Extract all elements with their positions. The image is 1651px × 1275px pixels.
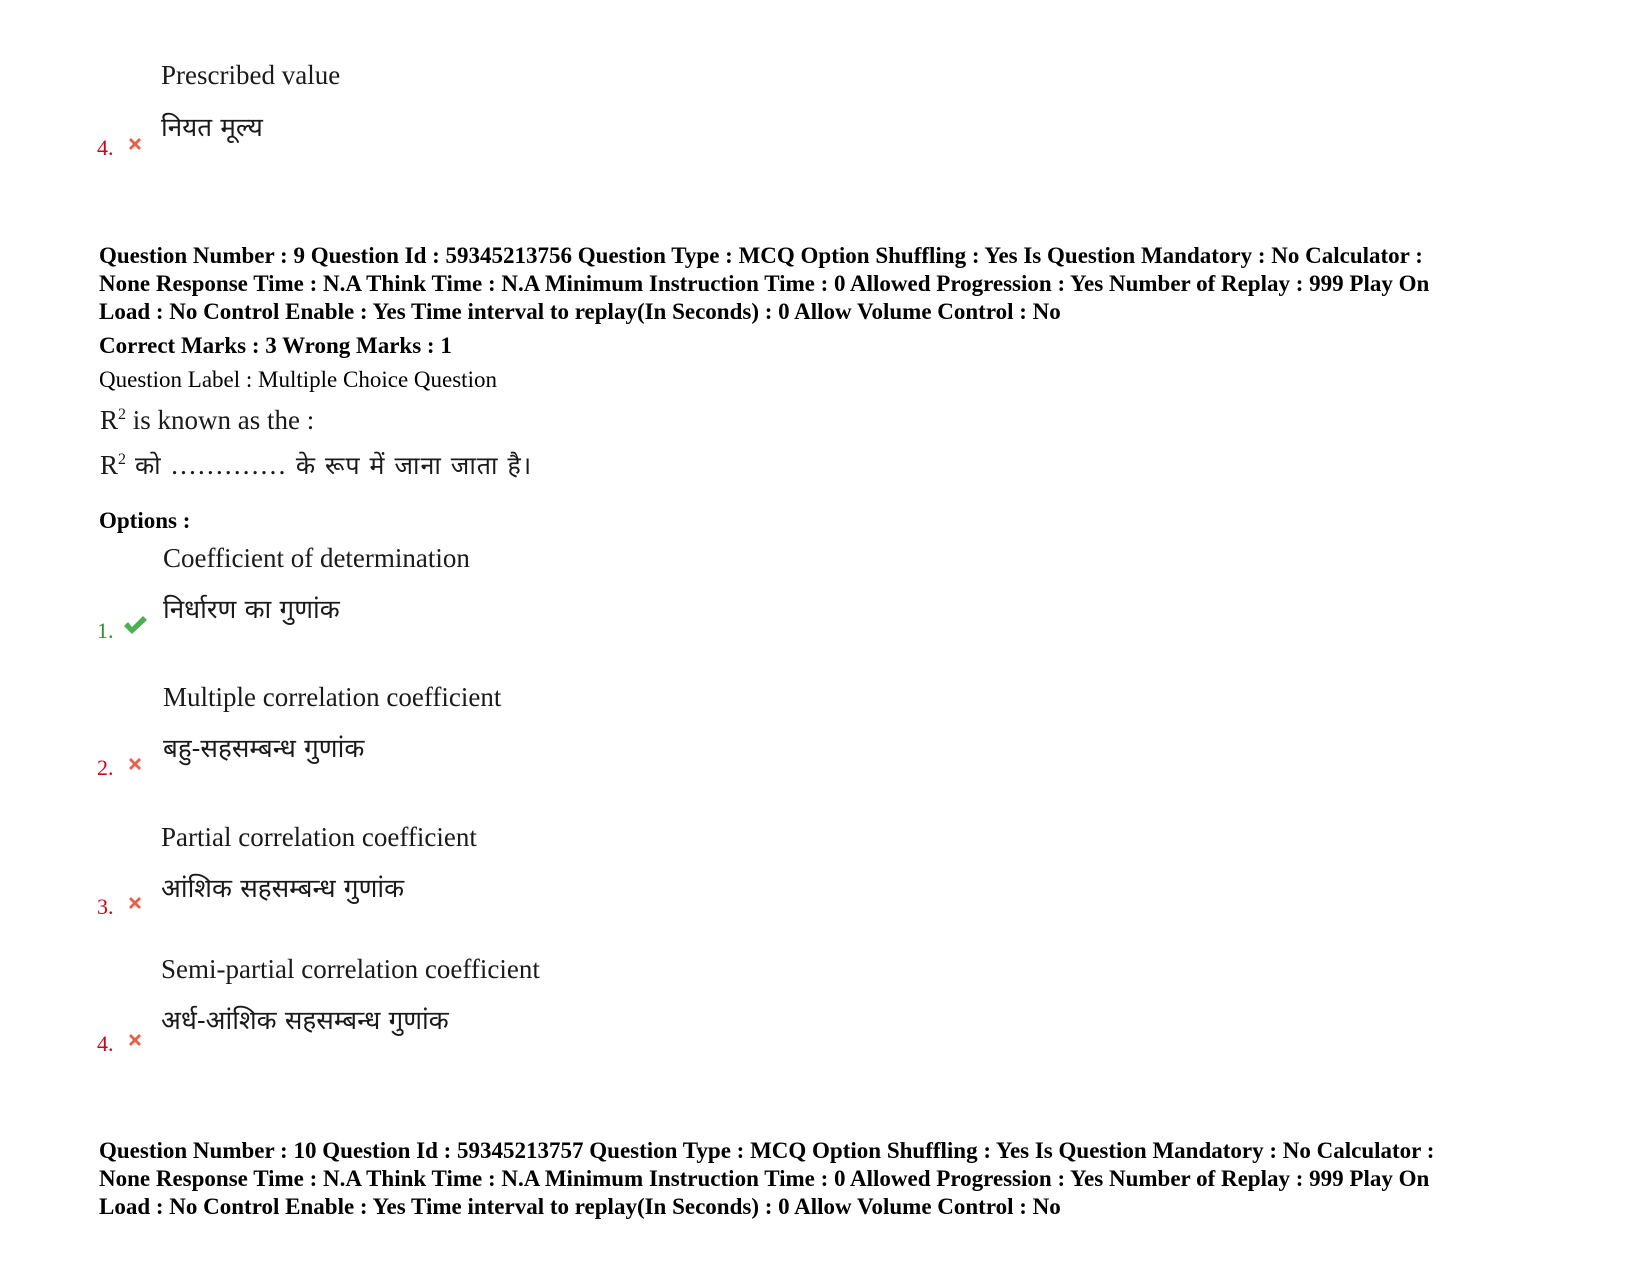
option-1-en: Coefficient of determination — [163, 543, 470, 573]
question-9-text-en — [100, 405, 314, 436]
cross-icon — [126, 755, 144, 773]
question-10-meta-line-1: Question Number : 10 Question Id : 59345213757 Question Type : MCQ Option Shuffling : Yes Is Question Mandatory : No Calculator : — [99, 1138, 1435, 1163]
question-9-text-en-base: R — [100, 405, 119, 435]
prev-option-4-hi: नियत मूल्य — [161, 113, 263, 143]
check-icon — [122, 614, 148, 636]
option-4-en: Semi-partial correlation coefficient — [161, 954, 540, 984]
question-9-text-en-sup: 2 — [118, 406, 127, 423]
cross-icon — [126, 135, 144, 153]
option-1-number: 1. — [97, 618, 114, 643]
question-9-text-en-rest: is known as the : — [126, 405, 315, 435]
question-9-meta-line-1: Question Number : 9 Question Id : 59345213756 Question Type : MCQ Option Shuffling : Yes Is Question Mandatory : No Calculator : — [99, 243, 1423, 268]
question-9-text-hi-sup: 2 — [118, 451, 127, 468]
option-4-hi: अर्ध-आंशिक सहसम्बन्ध गुणांक — [161, 1006, 449, 1036]
option-2-hi: बहु-सहसम्बन्ध गुणांक — [163, 734, 365, 764]
option-2-number: 2. — [97, 755, 114, 780]
question-9-meta-line-2: None Response Time : N.A Think Time : N.A Minimum Instruction Time : 0 Allowed Progression : Yes Number of Replay : 999 Play On — [99, 271, 1430, 296]
option-4-number: 4. — [97, 1031, 114, 1056]
question-9-text-hi-rest: को ............. के रूप में जाना जाता है। — [126, 451, 533, 480]
options-heading: Options : — [99, 508, 191, 533]
question-9-text-hi — [100, 448, 532, 482]
option-2-en: Multiple correlation coefficient — [163, 682, 502, 712]
option-3-number: 3. — [97, 894, 114, 919]
question-9-text-hi-base: R — [100, 450, 119, 480]
question-9-meta — [99, 242, 1569, 326]
question-10-meta — [99, 1137, 1569, 1221]
question-10-meta-line-3: Load : No Control Enable : Yes Time interval to replay(In Seconds) : 0 Allow Volume Control : No — [99, 1194, 1061, 1219]
option-3-hi: आंशिक सहसम्बन्ध गुणांक — [161, 874, 405, 904]
question-9-label: Question Label : Multiple Choice Question — [99, 367, 497, 392]
cross-icon — [126, 1031, 144, 1049]
option-3-en: Partial correlation coefficient — [161, 822, 477, 852]
prev-option-4-en: Prescribed value — [161, 60, 341, 90]
question-9-meta-line-3: Load : No Control Enable : Yes Time interval to replay(In Seconds) : 0 Allow Volume Control : No — [99, 299, 1061, 324]
prev-option-4-number: 4. — [97, 135, 114, 160]
cross-icon — [126, 894, 144, 912]
question-9-marks: Correct Marks : 3 Wrong Marks : 1 — [99, 333, 452, 358]
option-1-hi: निर्धारण का गुणांक — [163, 595, 340, 625]
question-10-meta-line-2: None Response Time : N.A Think Time : N.A Minimum Instruction Time : 0 Allowed Progression : Yes Number of Replay : 999 Play On — [99, 1166, 1430, 1191]
